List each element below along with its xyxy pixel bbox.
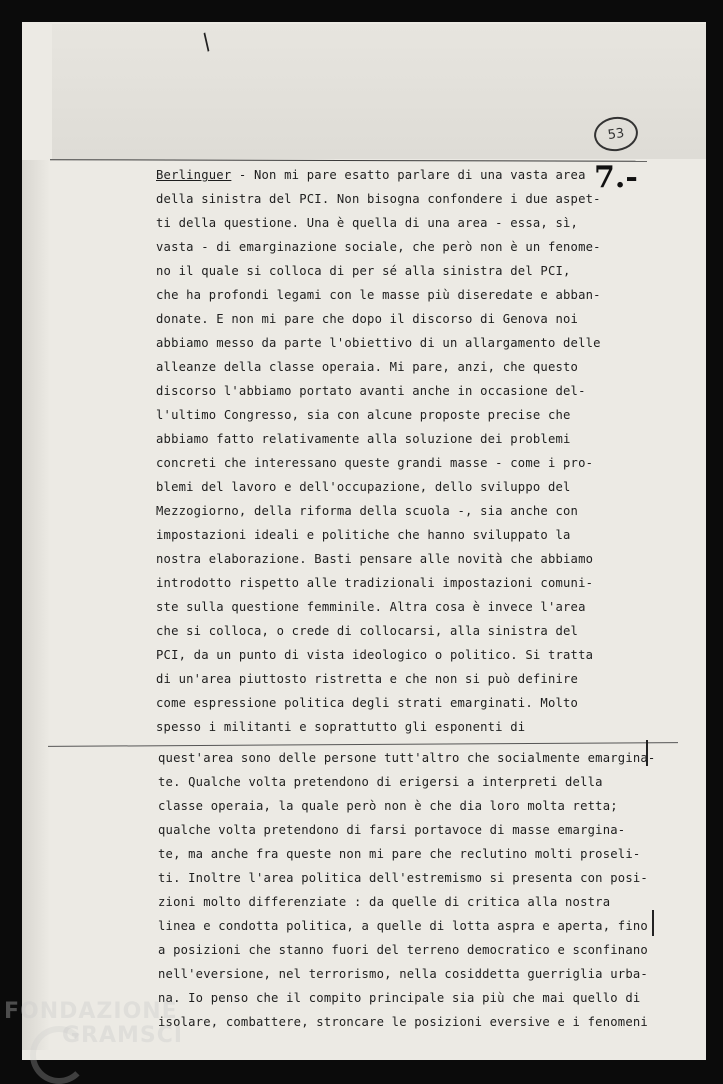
text-block-lower: [158, 746, 655, 1034]
watermark: [4, 1000, 183, 1048]
text-line: PCI, da un punto di vista ideologico o politico. Si tratta: [156, 648, 594, 662]
text-line: l'ultimo Congresso, sia con alcune proposte precise che: [156, 408, 571, 422]
text-line: quest'area sono delle persone tutt'altro che socialmente emargina-: [158, 751, 656, 765]
text-line: concreti che interessano queste grandi masse - come i pro-: [156, 456, 594, 470]
text-line: zioni molto differenziate : da quelle di critica alla nostra: [158, 895, 611, 909]
text-line: te, ma anche fra queste non mi pare che reclutino molti proseli-: [158, 847, 641, 861]
text-line: alleanze della classe operaia. Mi pare, anzi, che questo: [156, 360, 579, 374]
text-line: ste sulla questione femminile. Altra cosa è invece l'area: [156, 600, 586, 614]
text-line: Mezzogiorno, della riforma della scuola -, sia anche con: [156, 504, 579, 518]
text-line: blemi del lavoro e dell'occupazione, dello sviluppo del: [156, 480, 571, 494]
circled-page-number: 53: [592, 114, 640, 154]
text-line: impostazioni ideali e politiche che hanno sviluppato la: [156, 528, 571, 542]
text-line: donate. E non mi pare che dopo il discorso di Genova noi: [156, 312, 579, 326]
text-line: qualche volta pretendono di farsi portavoce di masse emargina-: [158, 823, 626, 837]
scan-shadow: [22, 160, 50, 1050]
text-line: abbiamo fatto relativamente alla soluzione dei problemi: [156, 432, 571, 446]
text-line: che si colloca, o crede di collocarsi, alla sinistra del: [156, 624, 579, 638]
text-line: come espressione politica degli strati emarginati. Molto: [156, 696, 579, 710]
text-line: nell'eversione, nel terrorismo, nella cosiddetta guerriglia urba-: [158, 967, 648, 981]
text-line: na. Io penso che il compito principale sia più che mai quello di: [158, 991, 641, 1005]
watermark-line-2: GRAMSCI: [62, 1023, 184, 1048]
text-line: no il quale si colloca di per sé alla sinistra del PCI,: [156, 264, 571, 278]
text-line: spesso i militanti e soprattutto gli esponenti di: [156, 720, 526, 734]
text-line: ti della questione. Una è quella di una area - essa, sì,: [156, 216, 579, 230]
text-line: ti. Inoltre l'area politica dell'estremismo si presenta con posi-: [158, 871, 648, 885]
text-line: classe operaia, la quale però non è che dia loro molta retta;: [158, 799, 618, 813]
page-number: 7.-: [594, 160, 638, 195]
text-line: che ha profondi legami con le masse più diseredate e abban-: [156, 288, 601, 302]
text-line: discorso l'abbiamo portato avanti anche in occasione del-: [156, 384, 586, 398]
text-line: te. Qualche volta pretendono di erigersi a interpreti della: [158, 775, 603, 789]
text-block-upper: [156, 163, 601, 739]
text-line: nostra elaborazione. Basti pensare alle novità che abbiamo: [156, 552, 594, 566]
text-line: isolare, combattere, stroncare le posizioni eversive e i fenomeni: [158, 1015, 648, 1029]
text-line: introdotto rispetto alle tradizionali impostazioni comuni-: [156, 576, 594, 590]
text-line: vasta - di emarginazione sociale, che però non è un fenome-: [156, 240, 601, 254]
text-line: linea e condotta politica, a quelle di lotta aspra e aperta, fino: [158, 919, 648, 933]
watermark-line-1: FONDAZIONE: [4, 999, 178, 1024]
pen-tick-mark: /: [197, 29, 217, 56]
text-line: di un'area piuttosto ristretta e che non si può definire: [156, 672, 579, 686]
text-line: della sinistra del PCI. Non bisogna confondere i due aspet-: [156, 192, 601, 206]
text-line: abbiamo messo da parte l'obiettivo di un allargamento delle: [156, 336, 601, 350]
text-line: a posizioni che stanno fuori del terreno democratico e sconfinano: [158, 943, 648, 957]
text-line: Berlinguer - Non mi pare esatto parlare di una vasta area: [156, 168, 586, 182]
speaker-name: Berlinguer: [156, 168, 232, 182]
